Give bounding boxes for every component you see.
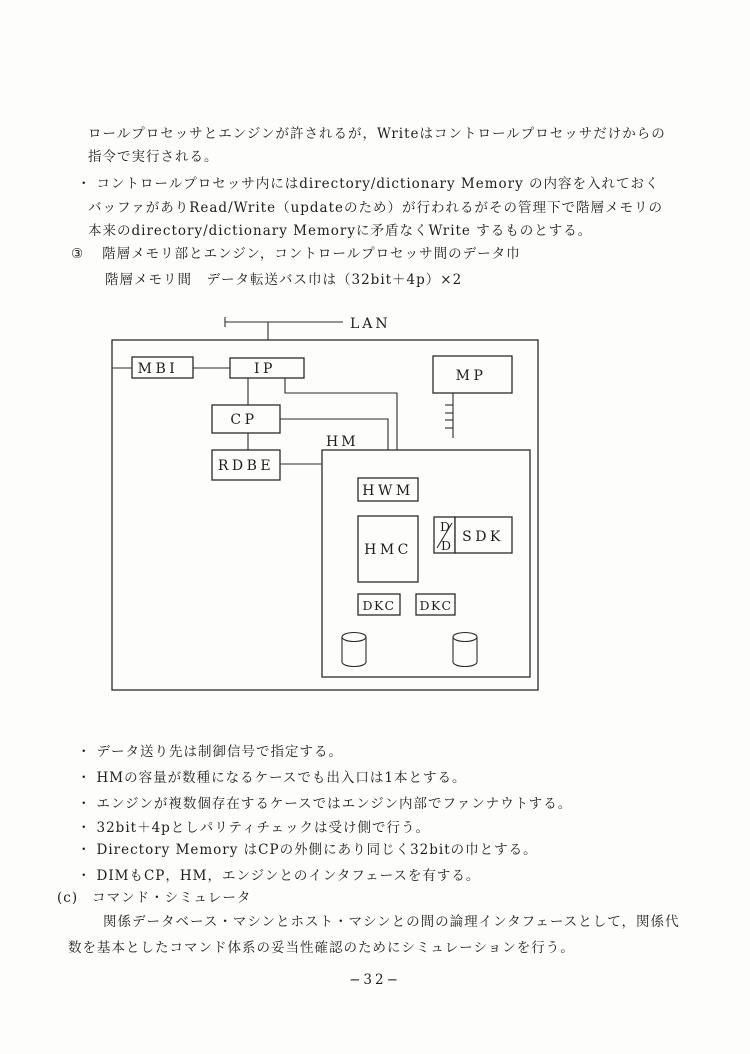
bullet-marker: ・ (77, 770, 92, 786)
cp-label: CP (230, 412, 258, 428)
dkc-left-box (358, 594, 400, 615)
hm-label: HM (326, 434, 359, 450)
note-line (77, 868, 480, 885)
bullet-marker: ・ (77, 744, 92, 760)
mbi-label: MBI (137, 361, 179, 377)
bullet-continuation-line: 本来のdirectory/dictionary Memoryに矛盾なくWrite するものとする。 (88, 223, 593, 239)
lan-label: LAN (350, 316, 391, 332)
mp-label: MP (455, 368, 487, 384)
dkc-right-label: DKC (419, 598, 453, 613)
hwm-label: HWM (362, 483, 414, 499)
system-block-diagram (100, 305, 550, 700)
bullet-marker: ・ (77, 796, 92, 812)
section-c-heading (57, 890, 251, 907)
dkc-left-label: DKC (362, 598, 396, 613)
numbered-item (71, 246, 521, 263)
note-text: 32bit＋4pとしパリティチェックは受け側で行う。 (96, 820, 431, 836)
note-text: Directory Memory はCPの外側にあり同じく32bitの巾とする。 (96, 842, 538, 858)
section-c-title: コマンド・シミュレータ (92, 890, 252, 906)
paragraph-line: 指令で実行される。 (88, 149, 219, 165)
item-title: 階層メモリ部とエンジン，コントロールプロセッサ間のデータ巾 (102, 246, 521, 262)
hmc-label: HMC (364, 542, 412, 558)
paragraph-line: 関係データベース・マシンとホスト・マシンとの間の論理インタフェースとして，関係代 (103, 914, 680, 930)
bullet-continuation-line: バッファがありRead/Write（updateのため）が行われるがその管理下で階層メモリの (88, 200, 664, 216)
bullet-marker: ・ (77, 868, 92, 884)
mbi-box (132, 357, 193, 378)
rdbe-label: RDBE (217, 458, 275, 474)
bullet-marker: ・ (77, 176, 92, 192)
dd-box (434, 517, 455, 553)
hmc-box (358, 516, 418, 582)
hm-subsystem-box (322, 434, 530, 677)
note-line (77, 744, 343, 761)
item-subtitle: 階層メモリ間 データ転送バス巾は（32bit＋4p）×2 (105, 272, 463, 288)
cp-box (212, 405, 280, 433)
ip-box (230, 358, 304, 378)
dd-bottom-label: D (441, 538, 453, 553)
note-line (77, 820, 430, 837)
mp-box (433, 356, 512, 393)
paragraph-line: 数を基本としたコマンド体系の妥当性確認のためにシミュレーションを行う。 (68, 940, 575, 956)
dd-top-label: D (440, 519, 452, 534)
bullet-line (77, 176, 660, 193)
note-line (77, 796, 572, 813)
ip-label: IP (254, 361, 276, 377)
note-text: DIMもCP，HM，エンジンとのインタフェースを有する。 (96, 868, 481, 884)
page-number: −32− (349, 972, 401, 988)
sdk-box (455, 517, 512, 553)
rdbe-box (212, 450, 280, 480)
note-line (77, 842, 538, 859)
bullet-marker: ・ (77, 820, 92, 836)
note-text: エンジンが複数個存在するケースではエンジン内部でファンナウトする。 (96, 796, 573, 812)
item-number: ③ (71, 246, 85, 262)
hwm-box (358, 478, 418, 501)
paragraph-line: ロールプロセッサとエンジンが許されるが，Writeはコントロールプロセッサだけからの (88, 126, 666, 142)
note-text: HMの容量が数種になるケースでも出入口は1本とする。 (96, 770, 467, 786)
bullet-marker: ・ (77, 842, 92, 858)
diagram-canvas (100, 305, 550, 700)
note-line (77, 770, 467, 787)
dkc-right-box (416, 594, 455, 615)
note-text: データ送り先は制御信号で指定する。 (96, 744, 343, 760)
section-c-marker: (c) (57, 890, 79, 906)
sdk-label: SDK (462, 529, 504, 545)
bullet-text: コントロールプロセッサ内にはdirectory/dictionary Memory の内容を入れておく (96, 176, 660, 192)
